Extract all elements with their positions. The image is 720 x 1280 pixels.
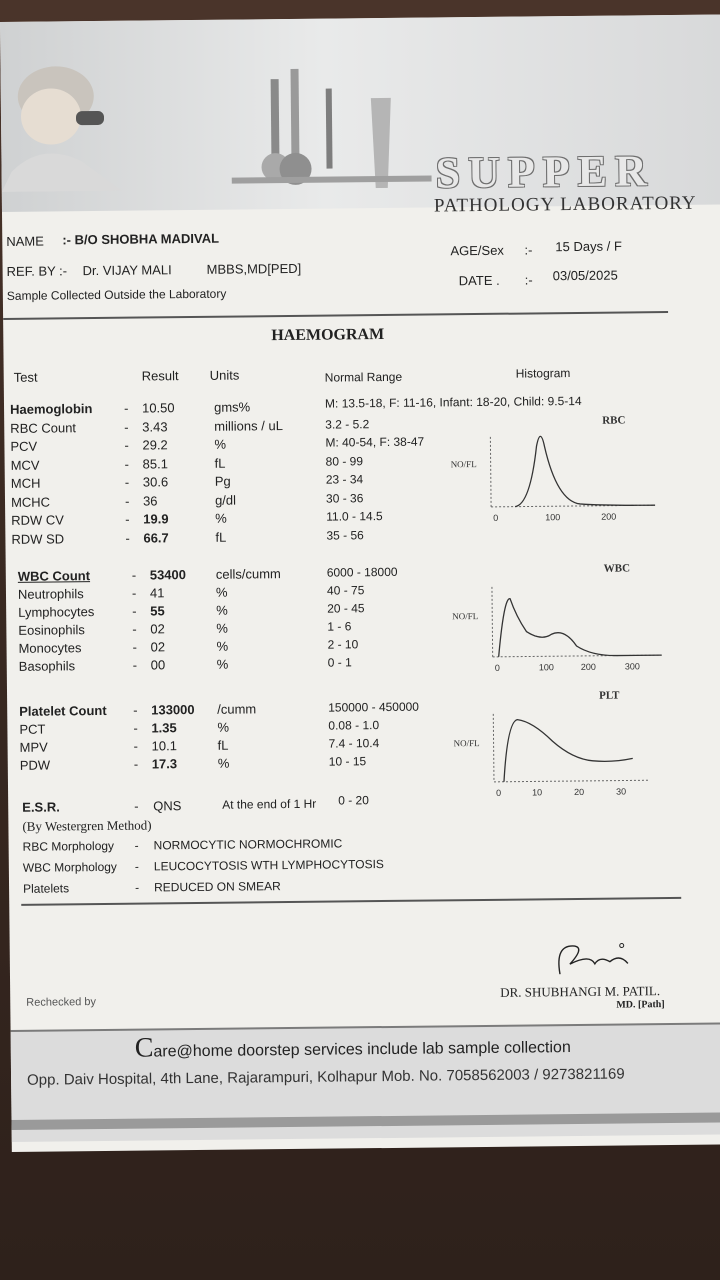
- ref-degree: MBBS,MD[PED]: [206, 260, 302, 277]
- plt-histogram: [447, 680, 673, 802]
- row-dash: -: [125, 530, 130, 546]
- doctor-degree: MD. [Path]: [616, 999, 665, 1011]
- lab-report-paper: [0, 14, 720, 1151]
- row-units: %: [217, 755, 230, 771]
- plt-tick-0: 0: [496, 787, 502, 798]
- col-histogram: Histogram: [515, 366, 571, 381]
- row-dash: -: [124, 493, 130, 509]
- row-result: 29.2: [142, 437, 168, 453]
- row-dash: -: [132, 639, 137, 655]
- row-result: 85.1: [142, 456, 169, 472]
- rbc-tick-0: 0: [493, 512, 499, 523]
- lab-address: Opp. Daiv Hospital, 4th Lane, Rajarampuri, Kolhapur Mob. No. 7058562003 / 9273821169: [26, 1065, 625, 1089]
- plt-y-axis: [493, 714, 494, 782]
- row-range: 3.2 - 5.2: [325, 417, 370, 432]
- row-result: 133000: [151, 702, 195, 718]
- plt-histogram-ylabel: NO/FL: [453, 738, 480, 749]
- row-test: Haemoglobin: [9, 401, 93, 417]
- row-units: g/dl: [214, 492, 237, 508]
- row-units: cells/cumm: [215, 566, 281, 582]
- name-label: NAME: [6, 233, 44, 249]
- morphology-dash: -: [134, 838, 139, 853]
- row-dash: -: [123, 400, 129, 416]
- row-range: 2 - 10: [327, 637, 359, 652]
- morphology-dash: -: [134, 859, 139, 874]
- morphology-label: WBC Morphology: [22, 859, 117, 875]
- row-test: Monocytes: [18, 640, 82, 656]
- row-result: 02: [150, 621, 165, 637]
- row-result: 36: [142, 493, 158, 509]
- row-test: PCV: [10, 438, 38, 454]
- row-range: 30 - 36: [325, 491, 364, 506]
- date-value: 03/05/2025: [552, 267, 618, 284]
- row-units: %: [216, 620, 229, 636]
- col-range: Normal Range: [324, 369, 403, 385]
- row-range: 150000 - 450000: [328, 699, 420, 715]
- row-dash: -: [133, 702, 138, 718]
- wbc-histogram-ylabel: NO/FL: [452, 611, 479, 622]
- row-dash: -: [133, 738, 139, 754]
- row-units: %: [215, 510, 227, 526]
- row-range: 7.4 - 10.4: [328, 736, 380, 751]
- lab-subtitle: PATHOLOGY LABORATORY: [433, 192, 697, 217]
- row-test: MCV: [10, 457, 40, 473]
- rbc-y-axis: [490, 437, 491, 507]
- row-test: MCH: [10, 475, 41, 491]
- row-result: 00: [150, 657, 166, 673]
- row-range: 80 - 99: [325, 454, 364, 469]
- row-dash: -: [132, 621, 137, 637]
- wbc-histogram: [446, 555, 672, 677]
- row-result: 41: [149, 585, 165, 601]
- row-units: /cumm: [217, 701, 257, 717]
- rechecked-label: Rechecked by: [26, 996, 97, 1009]
- row-range: 0 - 1: [327, 655, 352, 670]
- row-result: 66.7: [143, 530, 169, 546]
- divider-top: [3, 311, 668, 320]
- row-dash: -: [124, 474, 130, 490]
- row-test: RDW SD: [11, 531, 65, 547]
- row-range: 6000 - 18000: [326, 564, 398, 580]
- row-test: WBC Count: [17, 568, 91, 584]
- row-units: %: [216, 602, 228, 618]
- row-dash: -: [132, 603, 137, 619]
- row-dash: -: [132, 657, 138, 673]
- esr-method: (By Westergren Method): [22, 817, 152, 834]
- rbc-tick-2: 200: [601, 511, 617, 522]
- esr-range: 0 - 20: [338, 793, 369, 808]
- wbc-histogram-title: WBC: [603, 562, 631, 575]
- row-range: M: 40-54, F: 38-47: [325, 434, 425, 450]
- row-result: 02: [150, 639, 166, 655]
- row-test: Basophils: [18, 658, 76, 674]
- doctor-signature: [550, 933, 641, 984]
- esr-result: QNS: [153, 798, 182, 814]
- age-value: 15 Days / F: [555, 238, 622, 255]
- plt-curve: [503, 718, 633, 781]
- age-sep: :-: [524, 242, 533, 258]
- care-initial: C: [134, 1032, 154, 1064]
- esr-dash: -: [134, 798, 139, 814]
- plt-histogram-title: PLT: [599, 689, 620, 702]
- rbc-curve: [514, 435, 655, 506]
- row-dash: -: [131, 567, 137, 583]
- row-result: 1.35: [151, 720, 177, 736]
- row-test: RDW CV: [11, 512, 65, 528]
- row-range: 40 - 75: [326, 583, 365, 598]
- row-test: MPV: [19, 739, 48, 755]
- plt-tick-3: 30: [616, 786, 627, 797]
- patient-name: :- B/O SHOBHA MADIVAL: [62, 230, 220, 248]
- row-units: %: [216, 638, 229, 654]
- row-test: Platelet Count: [19, 702, 107, 719]
- row-range: 11.0 - 14.5: [326, 509, 383, 524]
- morphology-value: NORMOCYTIC NORMOCHROMIC: [153, 836, 343, 853]
- morphology-value: REDUCED ON SMEAR: [153, 879, 281, 895]
- row-result: 53400: [149, 567, 187, 583]
- row-range: 35 - 56: [326, 528, 364, 543]
- esr-label: E.S.R.: [22, 799, 60, 815]
- row-test: PCT: [19, 721, 46, 737]
- plt-tick-1: 10: [532, 787, 543, 798]
- row-result: 3.43: [142, 419, 168, 435]
- row-units: %: [217, 719, 230, 735]
- wbc-tick-1: 100: [538, 662, 554, 673]
- row-result: 30.6: [142, 474, 169, 490]
- divider-bottom: [21, 897, 681, 906]
- row-dash: -: [133, 756, 139, 772]
- wbc-curve: [498, 597, 662, 657]
- wbc-y-axis: [492, 587, 493, 657]
- age-label: AGE/Sex: [450, 242, 504, 259]
- row-test: Eosinophils: [18, 622, 85, 638]
- morphology-value: LEUCOCYTOSIS WTH LYMPHOCYTOSIS: [153, 857, 384, 874]
- row-test: Lymphocytes: [18, 604, 95, 620]
- row-test: Neutrophils: [17, 586, 84, 602]
- row-range: 0.08 - 1.0: [328, 718, 380, 733]
- row-range: 20 - 45: [327, 601, 365, 616]
- wbc-tick-0: 0: [494, 662, 500, 673]
- row-test: RBC Count: [10, 420, 77, 436]
- row-result: 10.50: [141, 400, 175, 416]
- rbc-histogram-ylabel: NO/FL: [450, 459, 477, 470]
- wbc-tick-3: 300: [624, 661, 640, 672]
- row-test: PDW: [19, 757, 51, 773]
- row-range: 23 - 34: [325, 472, 364, 487]
- row-units: %: [214, 436, 227, 452]
- plt-x-axis: [494, 780, 648, 782]
- esr-units: At the end of 1 Hr: [222, 796, 317, 812]
- rbc-tick-1: 100: [545, 512, 561, 523]
- row-range: M: 13.5-18, F: 11-16, Infant: 18-20, Child: 9.5-14: [324, 393, 582, 411]
- col-units: Units: [209, 367, 240, 383]
- row-result: 17.3: [151, 756, 178, 772]
- report-title: HAEMOGRAM: [271, 325, 385, 345]
- row-units: Pg: [214, 473, 231, 489]
- care-tagline: [135, 1028, 571, 1065]
- row-test: MCHC: [10, 494, 51, 510]
- row-units: fL: [215, 529, 227, 545]
- ref-label: REF. BY :-: [6, 263, 68, 279]
- col-test: Test: [13, 369, 38, 385]
- doctor-name: DR. SHUBHANGI M. PATIL.: [500, 983, 661, 1000]
- plt-tick-2: 20: [574, 786, 585, 798]
- row-result: 55: [150, 603, 165, 619]
- care-text: are@home doorstep services include lab sample collection: [153, 1039, 571, 1061]
- sample-note: Sample Collected Outside the Laboratory: [6, 286, 227, 303]
- morphology-label: RBC Morphology: [22, 838, 115, 854]
- row-units: millions / uL: [214, 418, 283, 434]
- row-range: 10 - 15: [328, 754, 367, 769]
- row-units: fL: [214, 455, 226, 471]
- row-result: 10.1: [151, 738, 177, 754]
- col-result: Result: [141, 368, 179, 384]
- row-dash: -: [125, 511, 130, 527]
- row-result: 19.9: [143, 511, 169, 527]
- row-units: gms%: [213, 399, 251, 415]
- row-dash: -: [124, 456, 130, 472]
- row-dash: -: [124, 419, 129, 435]
- row-dash: -: [131, 585, 137, 601]
- date-label: DATE .: [458, 272, 500, 289]
- lab-logo-text: SUPPER: [435, 146, 655, 198]
- rbc-histogram-title: RBC: [602, 414, 626, 427]
- row-units: %: [216, 656, 229, 672]
- wbc-tick-2: 200: [580, 661, 596, 672]
- morphology-dash: -: [134, 880, 140, 895]
- date-sep: :-: [524, 272, 533, 288]
- rbc-histogram: [444, 405, 665, 527]
- row-units: fL: [217, 737, 229, 753]
- morphology-label: Platelets: [23, 881, 70, 896]
- row-range: 1 - 6: [327, 619, 352, 634]
- row-dash: -: [133, 720, 138, 736]
- scientist-illustration: [0, 41, 122, 192]
- ref-doctor: Dr. VIJAY MALI: [82, 262, 172, 279]
- row-dash: -: [124, 437, 129, 453]
- row-units: %: [215, 584, 228, 600]
- flask-illustration: [230, 57, 431, 189]
